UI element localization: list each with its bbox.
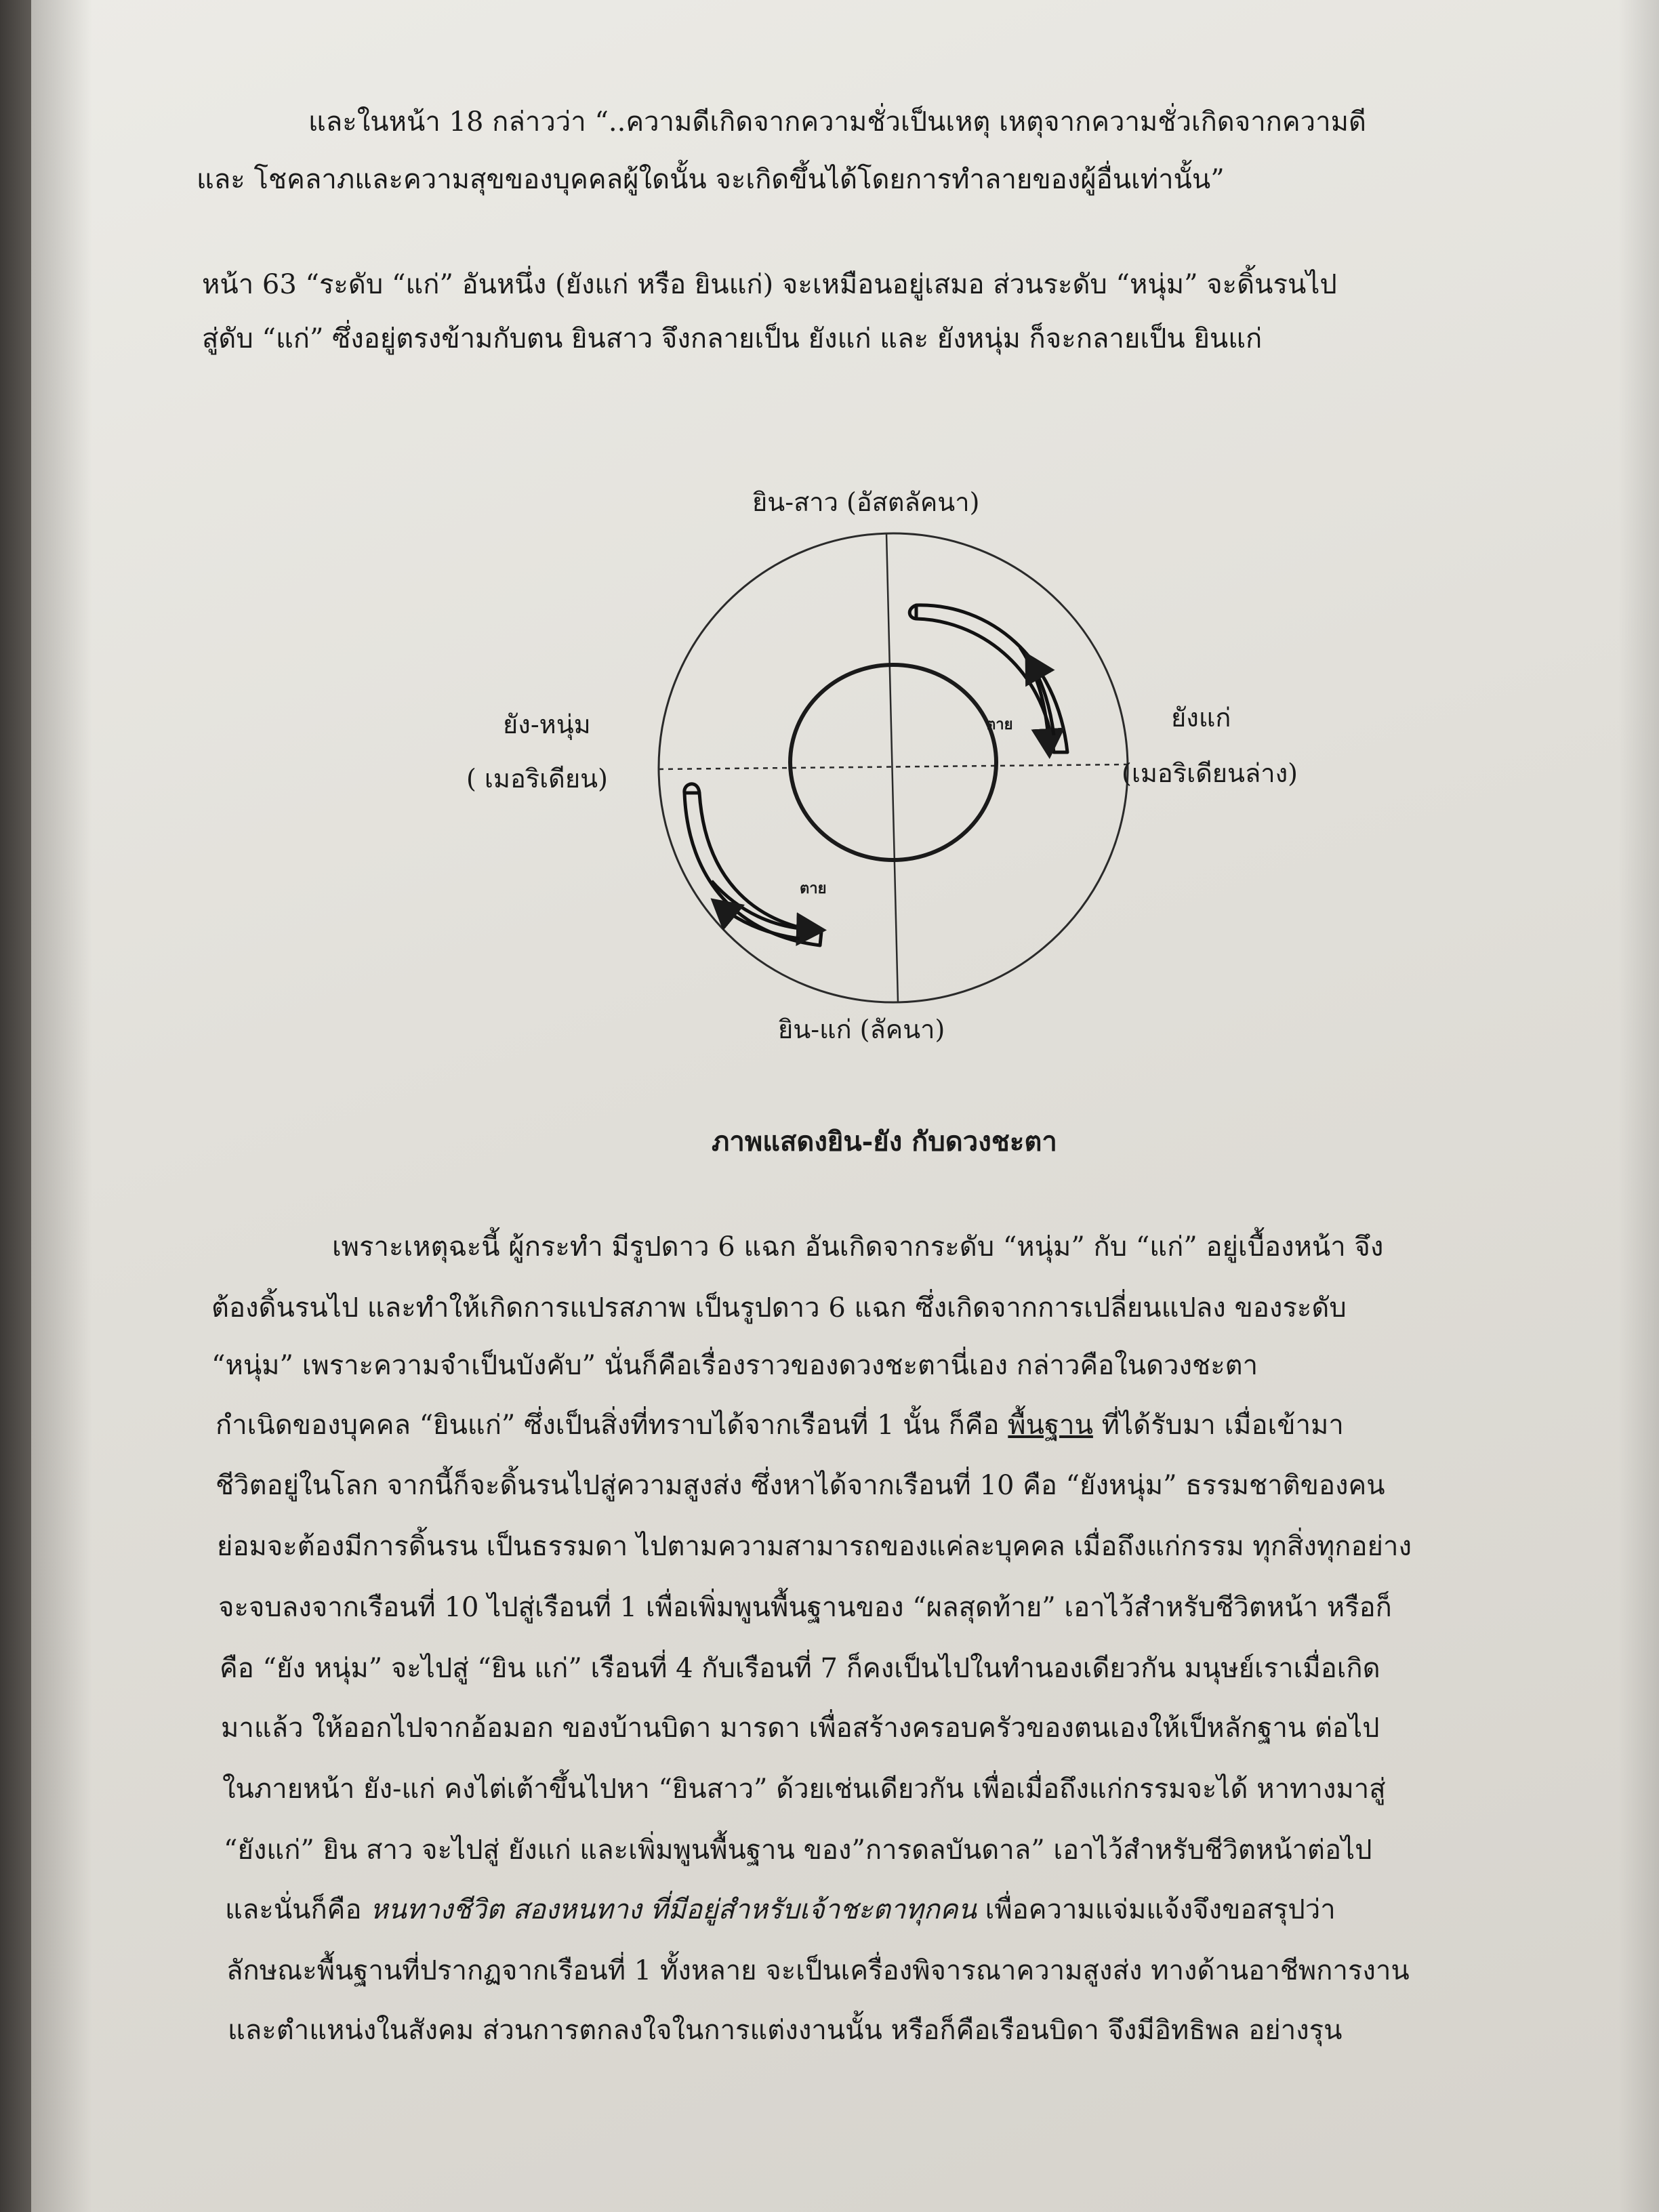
diagram-right-label-1: ยังแก่: [1171, 703, 1231, 733]
page63-paragraph-line-1: หน้า 63 “ระดับ “แก่” อันหนึ่ง (ยังแก่ หรือ ยินแก่) จะเหมือนอยู่เสมอ ส่วนระดับ “หนุ่ม” จะดิ้นรนไป: [202, 269, 1337, 300]
body-line-12: [225, 1896, 1336, 1923]
body-line-1: เพราะเหตุฉะนี้ ผู้กระทำ มีรูปดาว 6 แฉก อันเกิดจากระดับ “หนุ่ม” กับ “แก่” อยู่เบื้องหน้า จึง: [332, 1231, 1384, 1263]
body-line-14: และตำแหน่งในสังคม ส่วนการตกลงใจในการแต่งงานนั้น หรือก็คือเรือนบิดา จึงมีอิทธิพล อย่างรุน: [228, 2015, 1343, 2046]
lower-left-arrow-band: [684, 793, 821, 945]
body-line-12-end: เพื่อความแจ่มแจ้งจึงขอสรุปว่า: [976, 1894, 1336, 1925]
diagram-bottom-label: ยิน-แก่ (ลัคนา): [778, 1015, 945, 1044]
italic-life-paths-phrase: หนทางชีวิต สองหนทาง ที่มีอยู่สำหรับเจ้าชะตาทุกคน: [370, 1894, 977, 1925]
diagram-right-label-2: (เมอริเดียนล่าง): [1122, 758, 1298, 788]
top-paragraph-line-1: และในหน้า 18 กล่าวว่า “..ความดีเกิดจากความชั่วเป็นเหตุ เหตุจากความชั่วเกิดจากความดี: [308, 106, 1366, 138]
body-line-13: ลักษณะพื้นฐานที่ปรากฏจากเรือนที่ 1 ทั้งหลาย จะเป็นเครื่องพิจารณาความสูงส่ง ทางด้านอาชีพการงาน: [226, 1955, 1410, 1986]
body-line-12-start: และนั่นก็คือ: [225, 1894, 371, 1925]
body-line-2: ต้องดิ้นรนไป และทำให้เกิดการแปรสภาพ เป็นรูปดาว 6 แฉก ซึ่งเกิดจากการเปลี่ยนแปลง ของระดับ: [211, 1292, 1347, 1324]
body-line-4-end: ที่ได้รับมา เมื่อเข้ามา: [1092, 1410, 1344, 1441]
diagram-top-label: ยิน-สาว (อัสตลัคนา): [752, 487, 980, 517]
body-line-5: ชีวิตอยู่ในโลก จากนี้ก็จะดิ้นรนไปสู่ความสูงส่ง ซึ่งหาได้จากเรือนที่ 10 คือ “ยังหนุ่ม” ธรรมชาติของคน: [216, 1470, 1385, 1501]
body-line-7: จะจบลงจากเรือนที่ 10 ไปสู่เรือนที่ 1 เพื่อเพิ่มพูนพื้นฐานของ “ผลสุดท้าย” เอาไว้สำหรับชีวิตหน้า หรือก็: [218, 1592, 1392, 1623]
body-line-4-start: กำเนิดของบุคคล “ยินแก่” ซึ่งเป็นสิ่งที่ทราบได้จากเรือนที่ 1 นั้น ก็คือ: [216, 1410, 1008, 1441]
figure-caption: ภาพแสดงยิน-ยัง กับดวงชะตา: [712, 1126, 1057, 1158]
body-line-3: “หนุ่ม” เพราะความจำเป็นบังคับ” นั่นก็คือเรื่องราวของดวงชะตานี่เอง กล่าวคือในดวงชะตา: [211, 1350, 1258, 1381]
body-line-11: “ยังแก่” ยิน สาว จะไปสู่ ยังแก่ และเพิ่มพูนพื้นฐาน ของ”การดลบันดาล” เอาไว้สำหรับชีวิตหน้าต่อไป: [224, 1835, 1372, 1866]
body-line-4: [216, 1412, 1344, 1439]
body-line-6: ย่อมจะต้องมีการดิ้นรน เป็นธรรมดา ไปตามความสามารถของแค่ละบุคคล เมื่อถึงแก่กรรม ทุกสิ่งทุกอย่าง: [217, 1531, 1412, 1562]
vertical-axis: [886, 533, 898, 1002]
diagram-left-label-2: ( เมอริเดียน): [466, 764, 608, 794]
underlined-foundation-word: พื้นฐาน: [1008, 1410, 1093, 1441]
arrow-label-upper: ตาย: [986, 716, 1013, 733]
page63-paragraph-line-2: สู่ดับ “แก่” ซึ่งอยู่ตรงข้ามกับตน ยินสาว จึงกลายเป็น ยังแก่ และ ยังหนุ่ม ก็จะกลายเป็น ยินแก่: [202, 323, 1263, 354]
arrow-label-lower: ตาย: [800, 880, 827, 897]
top-paragraph-line-2: และ โชคลาภและความสุขของบุคคลผู้ใดนั้น จะเกิดขึ้นได้โดยการทำลายของผู้อื่นเท่านั้น”: [197, 164, 1225, 195]
body-line-8: คือ “ยัง หนุ่ม” จะไปสู่ “ยิน แก่” เรือนที่ 4 กับเรือนที่ 7 ก็คงเป็นไปในทำนองเดียวกัน มนุษย์เราเมื่อเกิด: [220, 1653, 1380, 1684]
horizontal-dashed-axis: [659, 764, 1128, 769]
body-line-10: ในภายหน้า ยัง-แก่ คงไต่เต้าขึ้นไปหา “ยินสาว” ด้วยเช่นเดียวกัน เพื่อเมื่อถึงแก่กรรมจะได้ หาทางมาสู่: [222, 1774, 1386, 1805]
diagram-left-label-1: ยัง-หนุ่ม: [503, 710, 591, 739]
body-line-9: มาแล้ว ให้ออกไปจากอ้อมอก ของบ้านบิดา มารดา เพื่อสร้างครอบครัวของตนเองให้เป็หลักฐาน ต่อไป: [221, 1713, 1380, 1744]
